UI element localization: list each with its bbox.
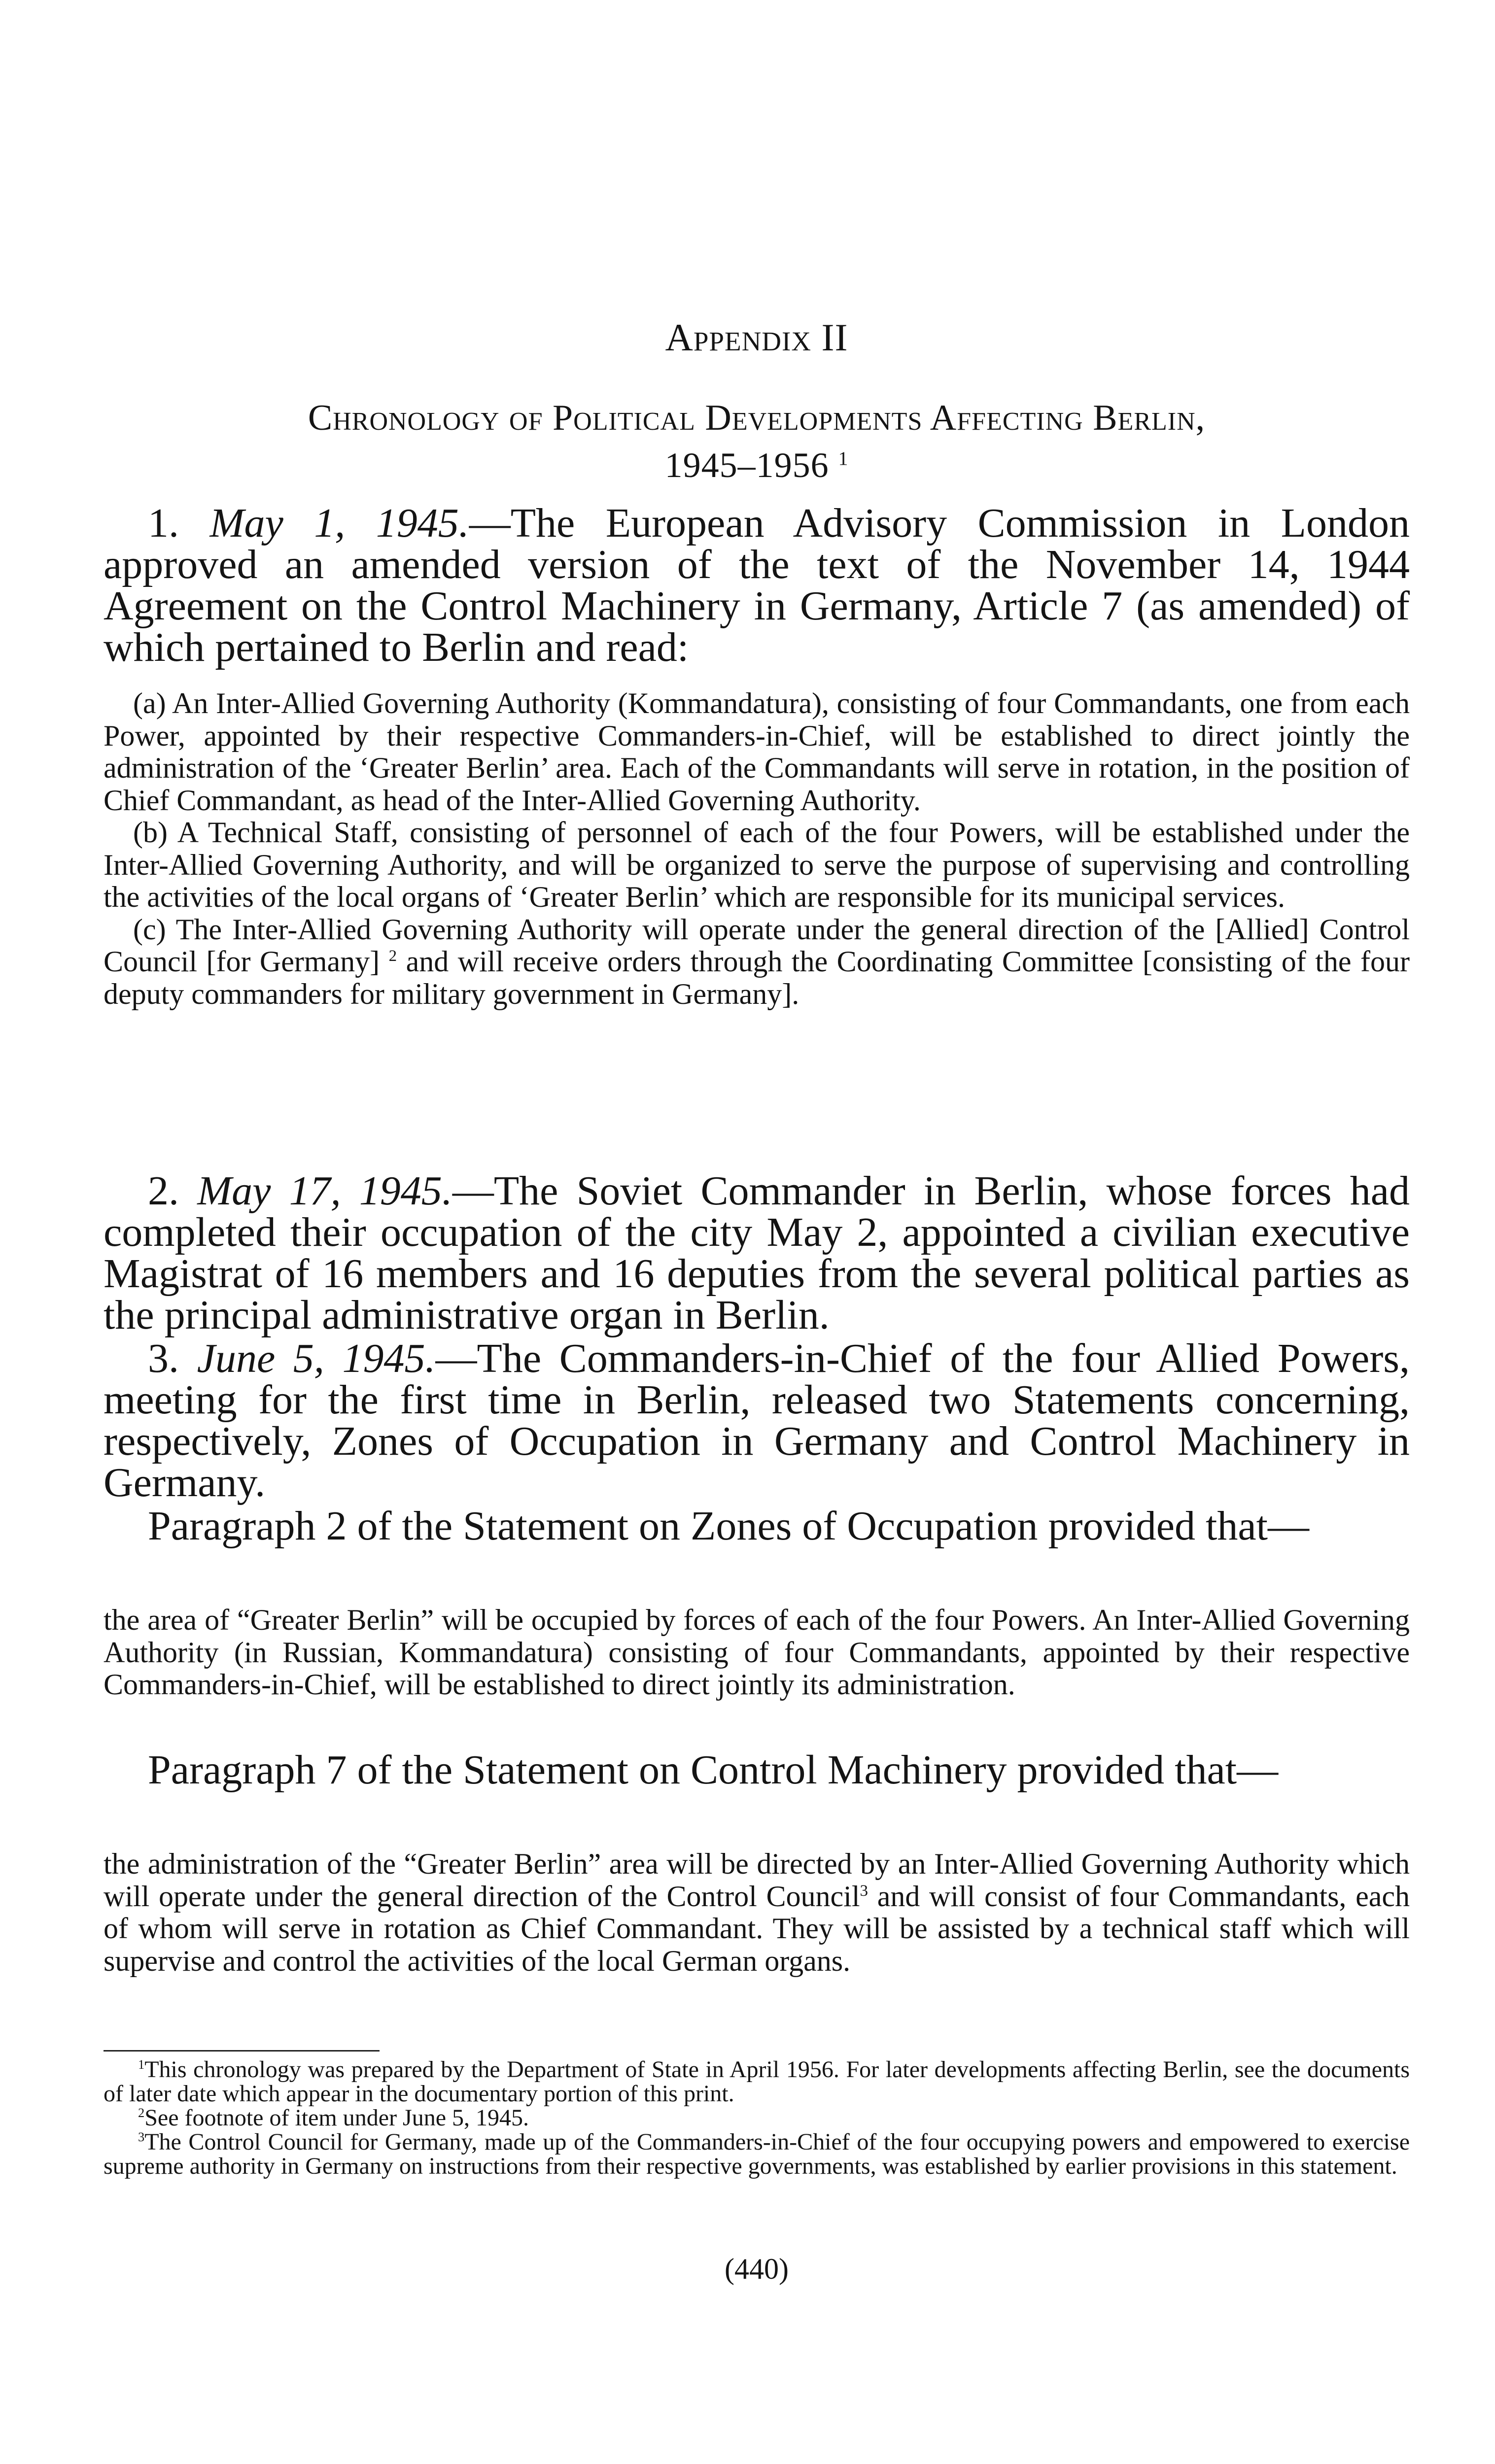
footnote-1-text: This chronology was prepared by the Department of State in April 1956. For later developments affecting Berlin, see the documents of later date which appear in the documentary portion of this print. [104,2056,1410,2107]
item-2-number: 2. [148,1168,179,1214]
paragraph-zones-intro: Paragraph 2 of the Statement on Zones of Occupation provided that— [148,1503,1310,1549]
paragraph-control-intro: Paragraph 7 of the Statement on Control Machinery provided that— [148,1747,1279,1793]
footnote-2-text: See footnote of item under June 5, 1945. [144,2105,529,2131]
control-quote-p [104,1848,1410,1977]
item-1-number: 1. [148,500,179,546]
chronology-title-text: Chronology of Political Developments Affecting Berlin, [308,398,1206,438]
footnote-divider [104,2050,380,2052]
quote-c-text: (c) The Inter-Allied Governing Authority will operate under the general direction of the [Allied] Control Council [for Germany] [104,913,1410,978]
footnote-1 [104,2057,1410,2106]
item-1-text: —The European Advisory Commission in London approved an amended version of the text of the November 14, 1944 Agreement on the Control Machinery in Germany, Article 7 (as amended) of which pertained to Berlin and read: [104,500,1410,670]
zones-quote-text: the area of “Greater Berlin” will be occupied by forces of each of the four Powers. An Inter-Allied Governing Authority (in Russian, Kommandatura) consisting of four Commandants, appointed by their respective Commanders-in-Chief, will be established to direct jointly its administration. [104,1604,1410,1701]
control-quote-text: the administration of the “Greater Berlin” area will be directed by an Inter-Allied Governing Authority which will operate under the general direction of the Control Council [104,1848,1410,1913]
footnote-3 [104,2130,1410,2178]
appendix-title: Appendix II [665,316,848,359]
item-2-text: —The Soviet Commander in Berlin, whose forces had completed their occupation of the city May 2, appointed a civilian executive Magistrat of 16 members and 16 deputies from the several political parties as the principal administrative organ in Berlin. [104,1168,1410,1338]
agreement-quote [104,687,1410,1010]
chronology-dates-text: 1945–1956 [664,445,829,485]
quote-a: (a) An Inter-Allied Governing Authority (Kommandatura), consisting of four Commandants, one from each Power, appointed by their respective Commanders-in-Chief, will be established to direct jointly the administration of the ‘Greater Berlin’ area. Each of the Commandants will serve in rotation, in the position of Chief Commandant, as head of the Inter-Allied Governing Authority. [104,687,1410,817]
footnote-ref-3: 3 [860,1882,868,1900]
quote-c-text-after: and will receive orders through the Coordinating Committee [consisting of the four deputy commanders for military government in Germany]. [104,945,1410,1010]
item-2-date: May 17, 1945. [197,1168,452,1214]
quote-b: (b) A Technical Staff, consisting of personnel of each of the four Powers, will be established under the Inter-Allied Governing Authority, and will be organized to serve the purpose of supervising and controlling the activities of the local organs of ‘Greater Berlin’ which are responsible for its municipal services. [104,816,1410,913]
chronology-dates [104,442,1410,489]
footnote-3-text: The Control Council for Germany, made up of the Commanders-in-Chief of the four occupying powers and empowered to exercise supreme authority in Germany on instructions from their respective governments, was established by earlier provisions in this statement. [104,2129,1410,2179]
quote-c [104,914,1410,1011]
item-3-number: 3. [148,1335,179,1381]
footnote-3-marker: 3 [138,2129,145,2144]
item-1-date: May 1, 1945. [209,500,469,546]
footnote-2-marker: 2 [138,2105,145,2120]
footnotes [104,2057,1410,2178]
page-number: (440) [725,2253,789,2285]
footnote-2 [104,2106,1410,2130]
zones-quote [104,1604,1410,1701]
footnote-ref-1: 1 [838,447,849,469]
item-3-date: June 5, 1945. [197,1335,436,1381]
item-3 [104,1335,1410,1506]
item-3-text: —The Commanders-in-Chief of the four Allied Powers, meeting for the first time in Berlin, released two Statements concerning, respectively, Zones of Occupation in Germany and Control Machinery in Germany. [104,1335,1410,1506]
footnote-ref-2: 2 [388,947,397,965]
control-quote [104,1848,1410,1977]
footnote-1-marker: 1 [138,2057,145,2072]
item-2 [104,1170,1410,1336]
chronology-title [104,394,1410,489]
item-1 [104,500,1410,670]
control-quote-text-after: and will consist of four Commandants, each of whom will serve in rotation as Chief Commandant. They will be assisted by a technical staff which will supervise and control the activities of the local German organs. [104,1880,1410,1977]
